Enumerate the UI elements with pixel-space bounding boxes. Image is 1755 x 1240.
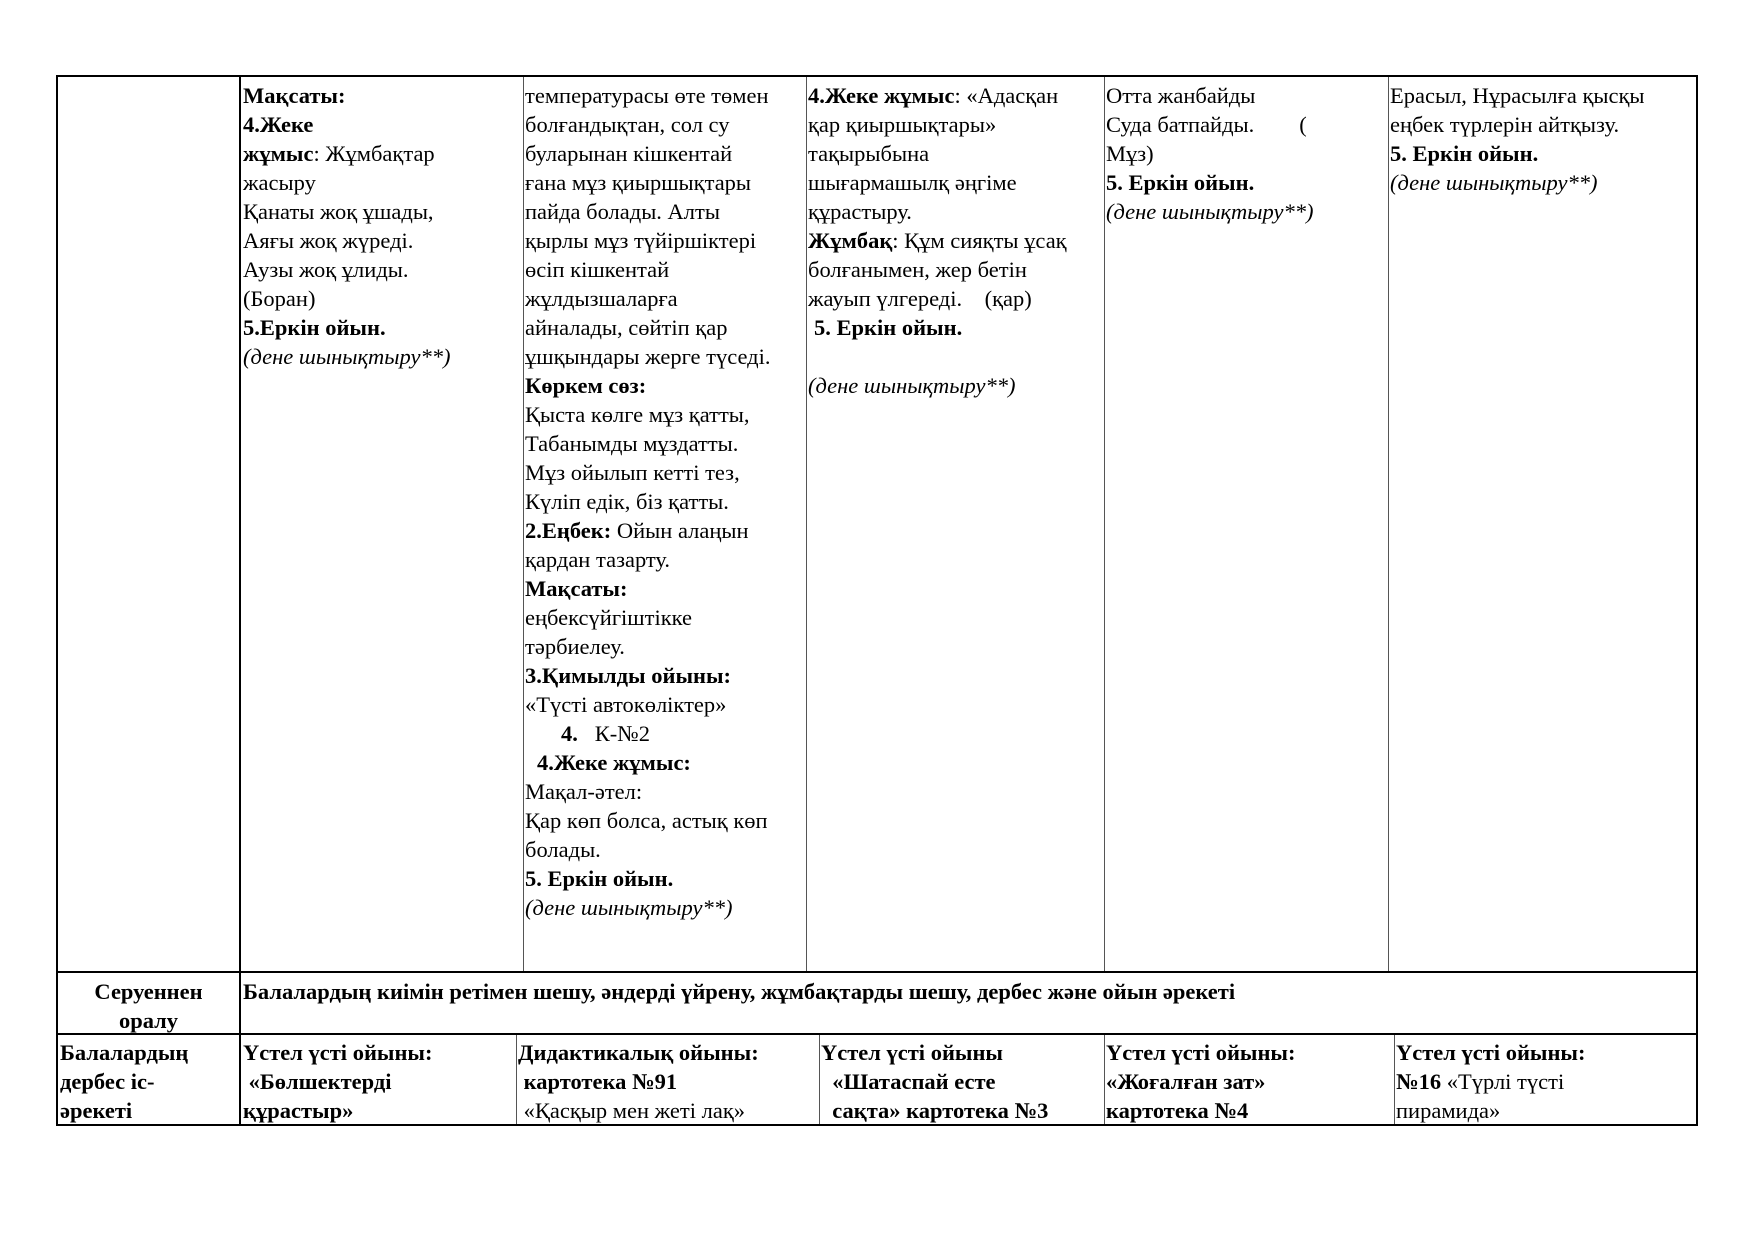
return-label-line: оралу	[118, 1008, 179, 1033]
text-line: Мақал-әтел:	[525, 779, 643, 804]
text-line: Мақсаты:	[525, 576, 628, 601]
text-line: тәрбиелеу.	[525, 634, 625, 659]
top-cell-col2	[243, 81, 450, 371]
return-row-text	[243, 977, 1235, 1006]
activity-label-line: дербес іс-	[60, 1069, 155, 1094]
column-divider	[819, 1035, 820, 1124]
text-line: еңбексүйгіштікке	[525, 605, 692, 630]
text-line	[1396, 1067, 1586, 1096]
return-text: Балалардың киімін ретімен шешу, әндерді үйрену, жұмбақтарды шешу, дербес және ойын әрекеті	[243, 979, 1236, 1004]
text-line: Ерасыл, Нұрасылға қысқы	[1390, 83, 1645, 108]
text-run: «Түрлі түсті	[1441, 1069, 1565, 1094]
text-line	[808, 81, 1067, 110]
text-line: Дидактикалық ойыны:	[518, 1040, 759, 1065]
text-line: Мұз ойылып кетті тез,	[525, 460, 740, 485]
text-line: қар қиыршықтары»	[808, 112, 997, 137]
text-line: құрастыру.	[808, 199, 912, 224]
text-line: сақта» картотека №3	[821, 1098, 1049, 1123]
text-run: №16	[1396, 1069, 1442, 1094]
text-line: пайда болады. Алты	[525, 199, 720, 224]
text-line: 5. Еркін ойын.	[525, 866, 674, 891]
activity-cell-col6	[1396, 1038, 1586, 1125]
text-line: Аузы жоқ ұлиды.	[243, 257, 409, 282]
top-cell-col3	[525, 81, 770, 922]
text-line: Қар көп болса, астық көп	[525, 808, 768, 833]
text-line: (дене шынықтыру**)	[808, 373, 1016, 398]
return-row-label	[58, 977, 239, 1035]
column-divider	[1104, 77, 1105, 971]
text-line: Үстел үсті ойыны:	[243, 1040, 433, 1065]
text-line: болғандықтан, сол су	[525, 112, 730, 137]
return-row	[56, 973, 1698, 1035]
text-line: картотека №4	[1106, 1098, 1249, 1123]
text-line: 5. Еркін ойын.	[1390, 141, 1539, 166]
text-line: «Қасқыр мен жеті лақ»	[518, 1098, 746, 1123]
text-line: айналады, сөйтіп қар	[525, 315, 728, 340]
activity-label-line: Балалардың	[60, 1040, 189, 1065]
text-line: 4.Жеке жұмыс:	[537, 750, 691, 775]
text-line: болады.	[525, 837, 601, 862]
text-line: «Шатаспай есте	[821, 1069, 996, 1094]
text-line: жұлдызшаларға	[525, 286, 678, 311]
column-divider	[239, 77, 241, 971]
text-line: Мұз)	[1106, 141, 1154, 166]
return-label-line: Серуеннен	[94, 979, 203, 1004]
text-line: температурасы өте төмен	[525, 83, 769, 108]
text-line	[243, 139, 450, 168]
column-divider	[239, 1035, 241, 1124]
column-divider	[523, 77, 524, 971]
text-line: қырлы мұз түйіршіктері	[525, 228, 757, 253]
text-run: К-№2	[577, 721, 650, 746]
activity-row	[56, 1033, 1698, 1126]
text-run: 4.Жеке жұмыс	[808, 83, 955, 108]
text-line: еңбек түрлерін айтқызу.	[1390, 112, 1620, 137]
text-line	[525, 516, 770, 545]
text-line: «Жоғалған зат»	[1106, 1069, 1266, 1094]
text-line: Көркем сөз:	[525, 373, 647, 398]
text-line: пирамида»	[1396, 1098, 1501, 1123]
text-line: Табанымды мұздатты.	[525, 431, 739, 456]
text-line: Аяғы жоқ жүреді.	[243, 228, 414, 253]
column-divider	[516, 1035, 517, 1124]
text-run: 2.Еңбек:	[525, 518, 612, 543]
top-cell-col5	[1106, 81, 1313, 226]
text-run: Ойын алаңын	[611, 518, 749, 543]
text-line: өсіп кішкентай	[525, 257, 670, 282]
text-line: Отта жанбайды	[1106, 83, 1256, 108]
top-row	[56, 75, 1698, 973]
text-line: қардан тазарту.	[525, 547, 671, 572]
text-line: болғанымен, жер бетін	[808, 257, 1027, 282]
activity-cell-col4	[821, 1038, 1048, 1125]
top-cell-col4	[808, 81, 1067, 400]
text-line	[808, 226, 1067, 255]
text-line: 5. Еркін ойын.	[1106, 170, 1255, 195]
activity-cell-col2	[243, 1038, 433, 1125]
text-line: (Боран)	[243, 286, 316, 311]
activity-cell-col5	[1106, 1038, 1296, 1125]
column-divider	[806, 77, 807, 971]
text-line: жасыру	[243, 170, 316, 195]
text-line: ғана мұз қиыршықтары	[525, 170, 752, 195]
text-line: (дене шынықтыру**)	[1390, 170, 1598, 195]
text-run: : Жұмбақтар	[313, 141, 435, 166]
text-line: Үстел үсті ойыны:	[1396, 1040, 1586, 1065]
text-line: Суда батпайды. (	[1106, 112, 1307, 137]
text-line: 5. Еркін ойын.	[814, 315, 963, 340]
text-run: : «Адасқан	[954, 83, 1059, 108]
text-line: картотека №91	[518, 1069, 678, 1094]
text-line: тақырыбына	[808, 141, 930, 166]
text-line: жауып үлгереді. (қар)	[808, 286, 1032, 311]
text-line	[808, 342, 1067, 371]
column-divider	[239, 973, 241, 1033]
text-line	[525, 719, 770, 748]
column-divider	[1104, 1035, 1105, 1124]
text-line: құрастыр»	[243, 1098, 354, 1123]
text-line: «Түсті автокөліктер»	[525, 692, 727, 717]
text-line: шығармашылқ әңгіме	[808, 170, 1017, 195]
text-line: Үстел үсті ойыны	[821, 1040, 1003, 1065]
text-run: 4.	[561, 721, 578, 746]
text-line: (дене шынықтыру**)	[525, 895, 733, 920]
text-line: Күліп едік, біз қатты.	[525, 489, 729, 514]
text-line: «Бөлшектерді	[243, 1069, 392, 1094]
activity-cell-col3	[518, 1038, 759, 1125]
text-line: (дене шынықтыру**)	[1106, 199, 1314, 224]
text-line: 5.Еркін ойын.	[243, 315, 386, 340]
activity-label-line: әрекеті	[60, 1098, 133, 1123]
text-run: Жұмбақ	[808, 228, 893, 253]
text-run: : Құм сияқты ұсақ	[892, 228, 1067, 253]
column-divider	[1388, 77, 1389, 971]
top-cell-col6	[1390, 81, 1645, 197]
text-line: 3.Қимылды ойыны:	[525, 663, 732, 688]
text-line: Қыста көлге мұз қатты,	[525, 402, 750, 427]
text-line: ұшқындары жерге түседі.	[525, 344, 771, 369]
text-line: (дене шынықтыру**)	[243, 344, 451, 369]
text-line: Қанаты жоқ ұшады,	[243, 199, 434, 224]
text-run: жұмыс	[243, 141, 314, 166]
text-line: 4.Жеке	[243, 112, 314, 137]
text-line: буларынан кішкентай	[525, 141, 733, 166]
column-divider	[1394, 1035, 1395, 1124]
text-line: Үстел үсті ойыны:	[1106, 1040, 1296, 1065]
activity-row-label	[60, 1038, 188, 1125]
text-line: Мақсаты:	[243, 83, 346, 108]
